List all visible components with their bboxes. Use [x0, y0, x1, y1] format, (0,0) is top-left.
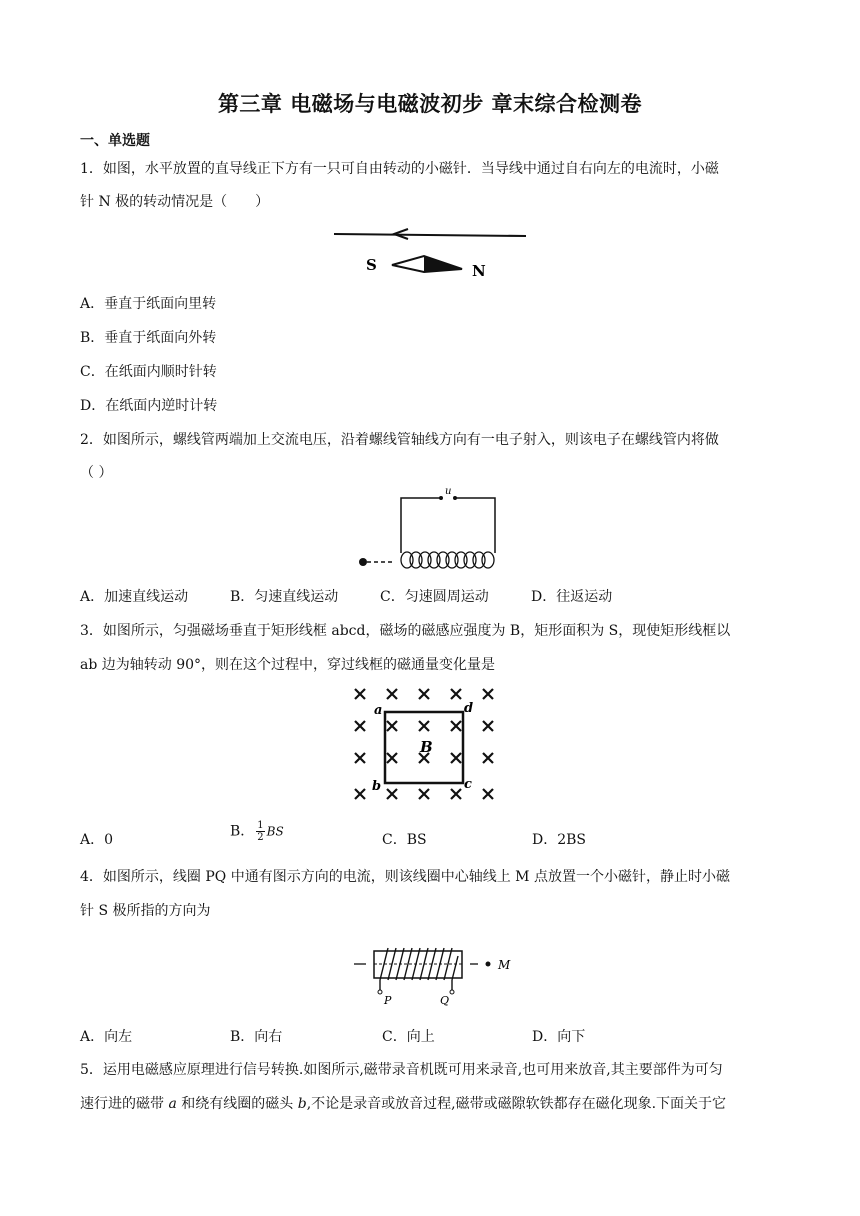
q1-stem-line2: 针 N 极的转动情况是（ ）: [80, 194, 270, 210]
q3-option-b: [230, 820, 284, 843]
field-cross-mark: [451, 689, 461, 699]
q5-text-part: 速行进的磁带: [80, 1096, 169, 1112]
field-cross-mark: [451, 721, 461, 731]
q4-option-b: B．向右: [230, 1029, 283, 1045]
field-cross-mark: [419, 721, 429, 731]
q1-fig-s: S: [366, 256, 377, 274]
q3-figure-field-frame: [348, 682, 508, 812]
q4-option-c: C．向上: [382, 1029, 435, 1045]
field-cross-mark: [387, 753, 397, 763]
field-cross-mark: [355, 753, 365, 763]
field-cross-mark: [355, 721, 365, 731]
q2-option-d: D．往返运动: [531, 589, 613, 605]
q2-option-c: C．匀速圆周运动: [380, 589, 489, 605]
q2-option-b: B．匀速直线运动: [230, 589, 339, 605]
q4-stem-line2: 针 S 极所指的方向为: [80, 903, 211, 919]
q4-option-a: A．向左: [80, 1029, 133, 1045]
field-cross-mark: [483, 789, 493, 799]
q3-fig-d: d: [464, 701, 474, 716]
q4-fig-q: Q: [440, 994, 450, 1007]
field-cross-mark: [387, 689, 397, 699]
q3-option-b-prefix: B．: [230, 823, 255, 840]
q5-var-a: a: [168, 1096, 177, 1112]
q3-fig-b: b: [372, 779, 382, 794]
q2-figure-solenoid: [355, 488, 515, 578]
field-cross-mark: [387, 721, 397, 731]
q1-option-c: C．在纸面内顺时针转: [80, 364, 217, 380]
q3-fig-B: B: [420, 738, 433, 756]
q5-stem-line2: [80, 1093, 780, 1113]
field-cross-mark: [483, 689, 493, 699]
q3-fig-a: a: [374, 703, 383, 718]
q3-option-c: C．BS: [382, 832, 427, 848]
q2-option-a: A．加速直线运动: [80, 589, 189, 605]
fraction-denominator: 2: [257, 832, 264, 843]
q4-option-d: D．向下: [532, 1029, 586, 1045]
q1-option-d: D．在纸面内逆时计转: [80, 398, 218, 414]
q1-fig-n: N: [472, 262, 486, 280]
q1-option-a: A．垂直于纸面向里转: [80, 296, 217, 312]
q5-var-b: b: [297, 1096, 307, 1112]
section-heading: 一、单选题: [80, 133, 150, 149]
q4-stem-line1: 4．如图所示，线圈 PQ 中通有图示方向的电流，则该线圈中心轴线上 M 点放置一个小磁针，静止时小磁: [80, 869, 730, 885]
q5-stem-line1: 5．运用电磁感应原理进行信号转换.如图所示,磁带录音机既可用来录音,也可用来放音,其主要部件为可匀: [80, 1062, 723, 1078]
field-cross-mark: [419, 789, 429, 799]
page-title: 第三章 电磁场与电磁波初步 章末综合检测卷: [217, 92, 643, 116]
q1-figure-wire-compass: [330, 222, 530, 282]
q2-stem-line1: 2．如图所示，螺线管两端加上交流电压，沿着螺线管轴线方向有一电子射入，则该电子在螺线管内将做: [80, 432, 719, 448]
q5-text-part: ,不论是录音或放音过程,磁带或磁隙软铁都存在磁化现象.下面关于它: [306, 1096, 727, 1112]
field-cross-mark: [355, 689, 365, 699]
fraction-numerator: 1: [257, 820, 264, 831]
q3-option-b-suffix: BS: [266, 824, 284, 839]
field-cross-mark: [387, 789, 397, 799]
q4-figure-coil: [352, 942, 522, 1010]
q4-fig-m: M: [498, 958, 511, 972]
q3-option-a: A．0: [80, 832, 114, 848]
q2-stem-line2: （ ）: [80, 465, 113, 481]
q3-stem-line2: ab 边为轴转动 90°，则在这个过程中，穿过线框的磁通量变化量是: [80, 657, 496, 673]
field-cross-mark: [419, 689, 429, 699]
field-cross-mark: [451, 789, 461, 799]
q3-fig-c: c: [464, 777, 472, 792]
q5-text-part: 和绕有线圈的磁头: [176, 1096, 298, 1112]
q3-stem-line1: 3．如图所示，匀强磁场垂直于矩形线框 abcd，磁场的磁感应强度为 B，矩形面积为 S，现使矩形线框以: [80, 623, 731, 639]
field-cross-mark: [483, 721, 493, 731]
q1-option-b: B．垂直于纸面向外转: [80, 330, 217, 346]
q1-stem-line1: 1．如图，水平放置的直导线正下方有一只可自由转动的小磁针．当导线中通过自右向左的电流时，小磁: [80, 161, 719, 177]
field-cross-mark: [355, 789, 365, 799]
field-cross-mark: [483, 753, 493, 763]
q3-option-d: D．2BS: [532, 832, 587, 848]
one-half-fraction: [256, 820, 264, 843]
q4-fig-p: P: [384, 994, 392, 1007]
q2-fig-u: u: [445, 486, 452, 497]
field-cross-mark: [451, 753, 461, 763]
